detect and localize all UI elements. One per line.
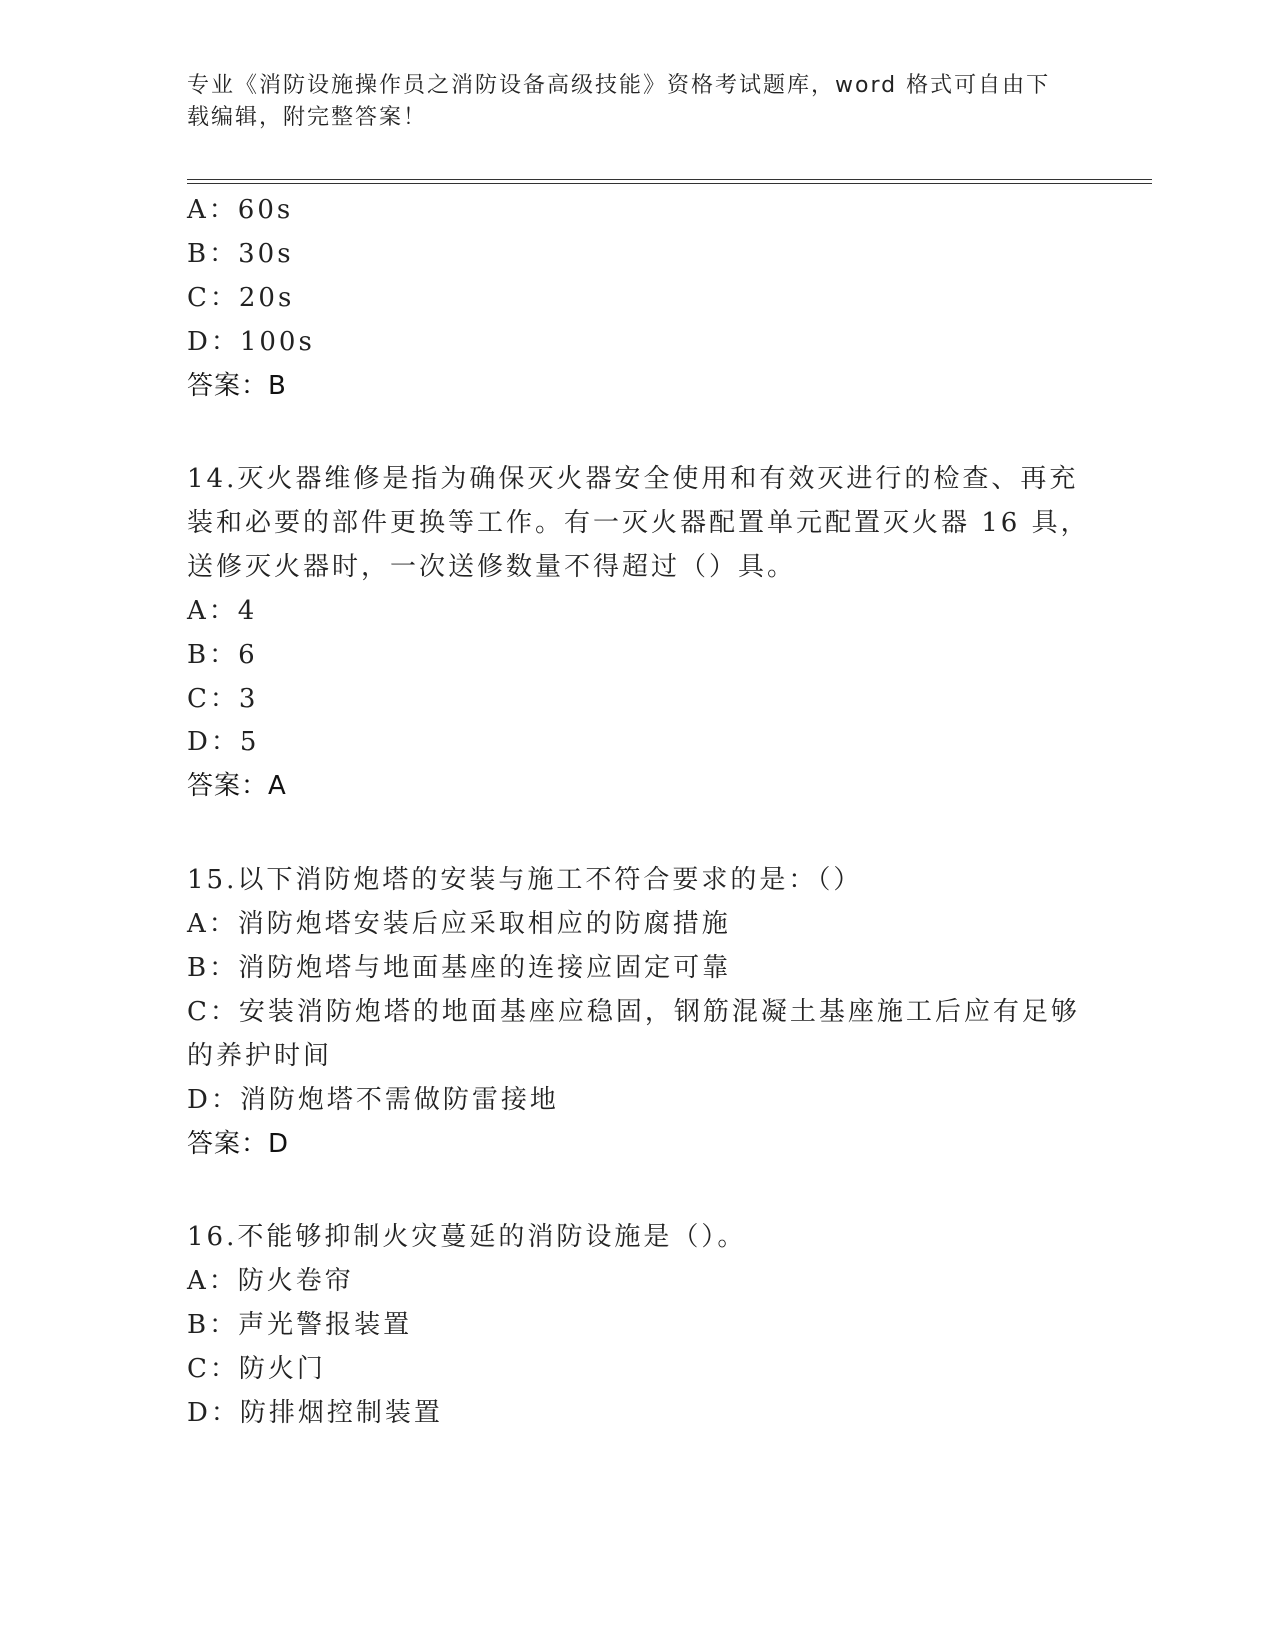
q15-option-c-continued: 的养护时间 — [187, 1041, 333, 1071]
q14-stem-line-1: 14.灭火器维修是指为确保灭火器安全使用和有效灭进行的检查、再充 — [187, 464, 1079, 494]
q15-option-a: A：消防炮塔安装后应采取相应的防腐措施 — [187, 909, 731, 939]
q14-stem-line-3: 送修灭火器时，一次送修数量不得超过（）具。 — [187, 552, 797, 582]
q13-option-d: D：100s — [187, 327, 315, 357]
q13-option-a: A：60s — [187, 195, 294, 225]
q14-answer: 答案：A — [187, 771, 287, 801]
q15-option-b: B：消防炮塔与地面基座的连接应固定可靠 — [187, 953, 732, 983]
q16-option-b: B：声光警报装置 — [187, 1310, 413, 1340]
q14-option-a: A：4 — [187, 596, 258, 626]
q15-option-d: D：消防炮塔不需做防雷接地 — [187, 1085, 559, 1115]
q16-option-d: D：防排烟控制装置 — [187, 1398, 443, 1428]
q16-option-a: A：防火卷帘 — [187, 1266, 354, 1296]
q16-option-c: C：防火门 — [187, 1354, 326, 1384]
q14-option-c: C：3 — [187, 684, 259, 714]
q15-option-c: C：安装消防炮塔的地面基座应稳固，钢筋混凝土基座施工后应有足够 — [187, 997, 1080, 1027]
header-line-2: 载编辑，附完整答案！ — [187, 105, 428, 130]
q13-option-b: B：30s — [187, 239, 294, 269]
header-rule-bottom — [187, 183, 1152, 184]
q15-answer: 答案：D — [187, 1129, 290, 1159]
header-line-1: 专业《消防设施操作员之消防设备高级技能》资格考试题库，word 格式可自由下 — [187, 73, 1051, 98]
q15-stem: 15.以下消防炮塔的安装与施工不符合要求的是：（） — [187, 865, 863, 895]
q14-option-d: D：5 — [187, 727, 260, 757]
q14-stem-line-2: 装和必要的部件更换等工作。有一灭火器配置单元配置灭火器 16 具， — [187, 508, 1090, 538]
q14-option-b: B：6 — [187, 640, 258, 670]
document-header — [187, 70, 1067, 134]
header-rule-top — [187, 179, 1152, 180]
q13-answer: 答案：B — [187, 371, 287, 401]
q16-stem: 16.不能够抑制火灾蔓延的消防设施是（）。 — [187, 1222, 747, 1252]
q13-option-c: C：20s — [187, 283, 295, 313]
